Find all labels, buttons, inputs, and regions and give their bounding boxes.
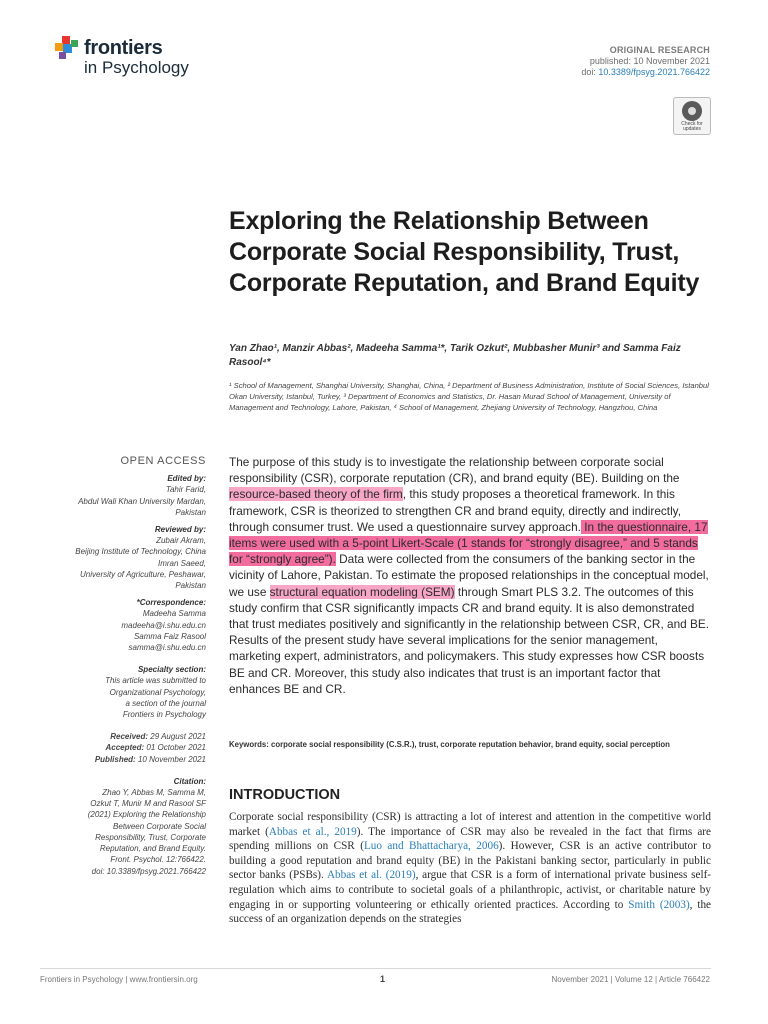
citation-link[interactable]: Smith (2003): [628, 898, 690, 911]
article-sidebar: [40, 456, 206, 877]
received-date: 29 August 2021: [150, 732, 206, 742]
abstract: [229, 454, 711, 697]
abstract-text: The purpose of this study is to investigate the relationship between corporate social responsibility (CSR), corporate reputation (CR), and brand equity (BE). Building on the: [229, 455, 680, 486]
correspondence-heading: *Correspondence:: [136, 598, 206, 608]
affiliations: ¹ School of Management, Shanghai University, Shanghai, China, ² Department of Business Administration, Institute of Social Sciences, Istanbul Okan University, Istanbul, Turkey, ³ Department of Economics and Statistics, Dr. Hasan Murad School of Management, University of Management and Technology, Lahore, Pakistan, ⁴ School of Management, Zhejiang University of Technology, Hangzhou, China: [229, 381, 709, 413]
abstract-text: Data were collected from the consumers of the banking sector in the vicinity of Lahore, Pakistan. To estimate the proposed relationships in the conceptual model, we use: [229, 552, 709, 599]
page-number: 1: [380, 974, 386, 984]
editor-affiliation: Abdul Wali Khan University Mardan,: [78, 496, 206, 506]
published-line: [40, 754, 206, 765]
author-list: Yan Zhao¹, Manzir Abbas², Madeeha Samma¹*, Tarik Ozkut², Mubbasher Munir³ and Samma Faiz Rasool⁴*: [229, 343, 681, 368]
reviewed-by-heading: Reviewed by:: [154, 525, 206, 535]
citation-line: Reputation, and Brand Equity.: [99, 844, 206, 854]
citation-line: (2021) Exploring the Relationship: [87, 810, 206, 820]
published-date: published: 10 November 2021: [589, 56, 710, 66]
article-header: [581, 45, 710, 78]
accepted-date: 01 October 2021: [146, 743, 206, 753]
specialty-line: Frontiers in Psychology: [122, 710, 206, 720]
accepted-label: Accepted:: [105, 743, 145, 753]
check-updates-icon: [682, 101, 702, 121]
citation-link[interactable]: Luo and Bhattacharya, 2006: [363, 840, 499, 853]
published-date-sidebar: 10 November 2021: [137, 754, 206, 764]
journal-logo[interactable]: [55, 34, 225, 84]
check-for-updates-button[interactable]: [673, 97, 711, 135]
reviewer-line: Pakistan: [175, 581, 206, 591]
editor-country: Pakistan: [175, 507, 206, 517]
intro-text: , the success of an organization depends on the strategies: [229, 898, 711, 926]
article-title: Exploring the Relationship Between Corporate Social Responsibility, Trust, Corporate Reputation, and Brand Equity: [229, 207, 700, 297]
citation-line: Zhao Y, Abbas M, Samma M,: [102, 788, 206, 798]
published-label: Published:: [94, 754, 136, 764]
specialty-line: a section of the journal: [125, 698, 206, 708]
abstract-text: through Smart PLS 3.2. The outcomes of this study confirm that CSR significantly impacts CR and brand equity. It is also demonstrated that trust mediates positively and significantly in the relationship between CSR, CR, and BE. Results of the present study have several implications for the senior management, marketing expert, administrators, and policymakers. This study expresses how CSR boosts BE and CR. Moreover, this study also indicates that trust is an important factor that enhances BE and CR.: [229, 584, 709, 696]
accepted-line: [40, 742, 206, 753]
citation-line: doi: 10.3389/fpsyg.2021.766422: [91, 866, 206, 876]
intro-text: Corporate social responsibility (CSR) is attracting a lot of interest and attention in the competitive world market (: [229, 811, 711, 838]
highlight: resource-based theory of the firm: [229, 487, 403, 502]
specialty-line: This article was submitted to: [105, 676, 206, 686]
correspondence-email[interactable]: madeeha@i.shu.edu.cn: [121, 620, 206, 630]
citation-heading: Citation:: [173, 776, 206, 786]
intro-text: ). The importance of CSR may also be revealed in the fact that firms are spending millions on CSR (: [229, 825, 711, 853]
article-type: ORIGINAL RESEARCH: [609, 45, 710, 55]
footer-divider: [40, 968, 711, 969]
edited-by-heading: Edited by:: [167, 474, 206, 484]
footer-issue: November 2021 | Volume 12 | Article 766422: [551, 975, 710, 984]
keywords: Keywords: corporate social responsibility (C.S.R.), trust, corporate reputation behavior, brand equity, social perception: [229, 740, 670, 749]
reviewer-line: Beijing Institute of Technology, China: [75, 547, 206, 557]
received-line: [40, 731, 206, 742]
specialty-line: Organizational Psychology,: [109, 687, 206, 697]
intro-text: ). However, CSR is an active contributor to building a good reputation and brand equity (BE) in the Pakistani banking sector, particularly in public sector banks (PSBs).: [229, 840, 711, 882]
editor-name: Tahir Farid,: [165, 485, 206, 495]
correspondence-email[interactable]: samma@i.shu.edu.cn: [128, 643, 206, 653]
specialty-heading: Specialty section:: [137, 665, 206, 675]
correspondence-name: Madeeha Samma: [142, 609, 206, 619]
section-heading: INTRODUCTION: [229, 787, 341, 803]
intro-paragraph: [229, 810, 711, 927]
reviewer-line: University of Agriculture, Peshawar,: [80, 569, 206, 579]
citation-line: Front. Psychol. 12:766422.: [110, 855, 206, 865]
highlight: In the questionnaire, 17 items were used with a 5-point Likert-Scale (1 stands for “strongly disagree,” and 5 stands for “strongly agree”).: [229, 519, 708, 567]
citation-line: Ozkut T, Munir M and Rasool SF: [90, 799, 206, 809]
check-updates-label: Check for updates: [681, 121, 703, 132]
correspondence-name: Samma Faiz Rasool: [133, 631, 206, 641]
journal-name: in Psychology: [84, 58, 189, 77]
intro-text: , argue that CSR is a form of international private business self-regulation which aims to contribute to societal goals of a philanthropic, activist, or charitable nature by engaging in or supporting volunteering or ethically oriented practices. According to: [229, 869, 712, 911]
reviewer-line: Imran Saeed,: [157, 558, 206, 568]
frontiers-logo-icon: [55, 36, 79, 60]
citation-line: Responsibility, Trust, Corporate: [95, 832, 206, 842]
citation-link[interactable]: Abbas et al., 2019: [268, 825, 357, 838]
citation-line: Between Corporate Social: [113, 821, 206, 831]
doi-line: [581, 67, 710, 78]
brand-name: frontiers: [84, 37, 163, 59]
citation-link[interactable]: Abbas et al. (2019): [326, 869, 416, 882]
received-label: Received:: [110, 732, 149, 742]
footer-journal[interactable]: Frontiers in Psychology | www.frontiersin.org: [40, 975, 198, 984]
abstract-text: , this study proposes a theoretical framework. In this framework, CSR is theorized to strengthen CR and brand equity, directly and indirectly, through consumer trust. We used a questionnaire survey approach.: [229, 487, 681, 534]
doi-prefix: doi:: [581, 67, 599, 77]
open-access-label: OPEN ACCESS: [120, 455, 206, 467]
highlight: structural equation modeling (SEM): [269, 584, 455, 599]
reviewer-line: Zubair Akram,: [156, 536, 206, 546]
doi-link[interactable]: 10.3389/fpsyg.2021.766422: [598, 67, 710, 77]
